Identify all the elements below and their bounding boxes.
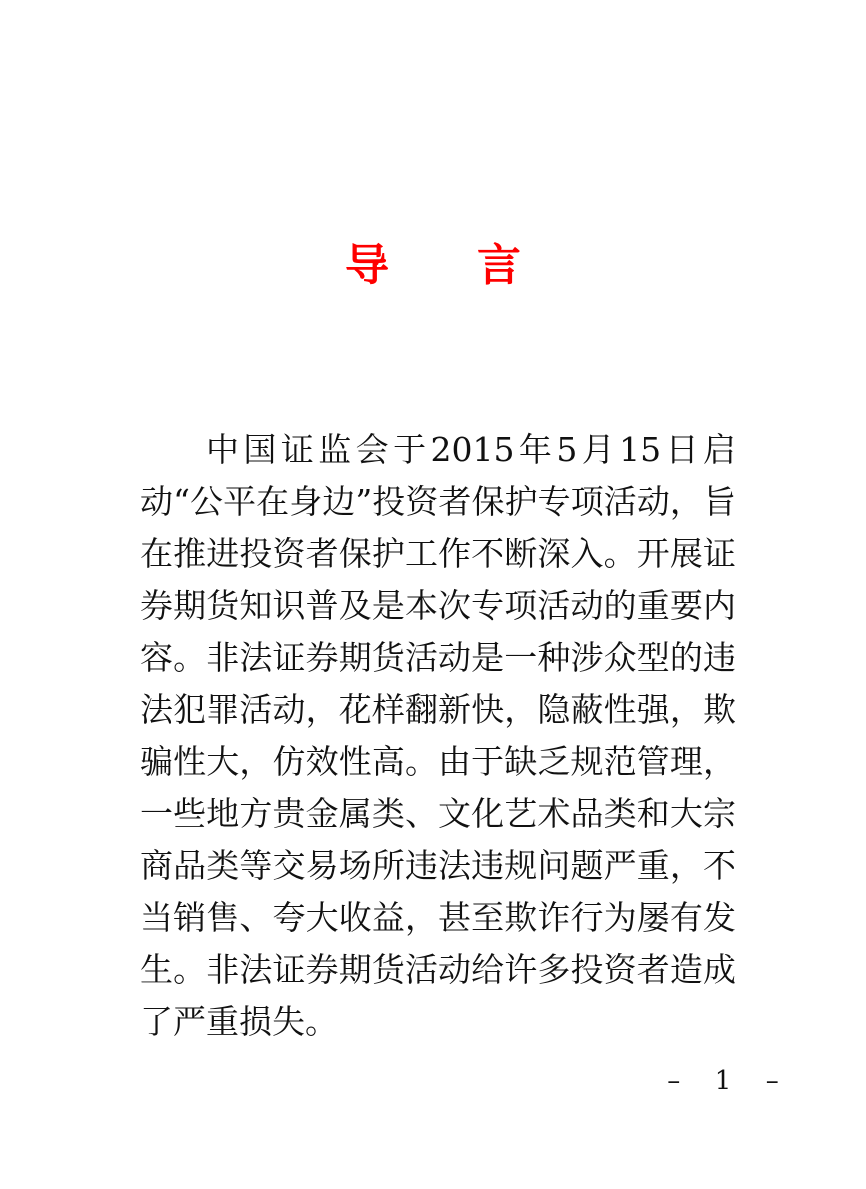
- page-title: 导 言: [345, 240, 521, 291]
- page-number: – 1 –: [667, 1066, 785, 1096]
- body-paragraph: 中国证监会于2015年5月15日启动“公平在身边”投资者保护专项活动，旨在推进投资者保护工作不断深入。开展证券期货知识普及是本次专项活动的重要内容。非法证券期货活动是一种涉众型的违法犯罪活动，花样翻新快，隐蔽性强，欺骗性大，仿效性高。由于缺乏规范管理，一些地方贵金属类、文化艺术品类和大宗商品类等交易场所违法违规问题严重，不当销售、夸大收益，甚至欺诈行为屡有发生。非法证券期货活动给许多投资者造成了严重损失。: [140, 430, 736, 1041]
